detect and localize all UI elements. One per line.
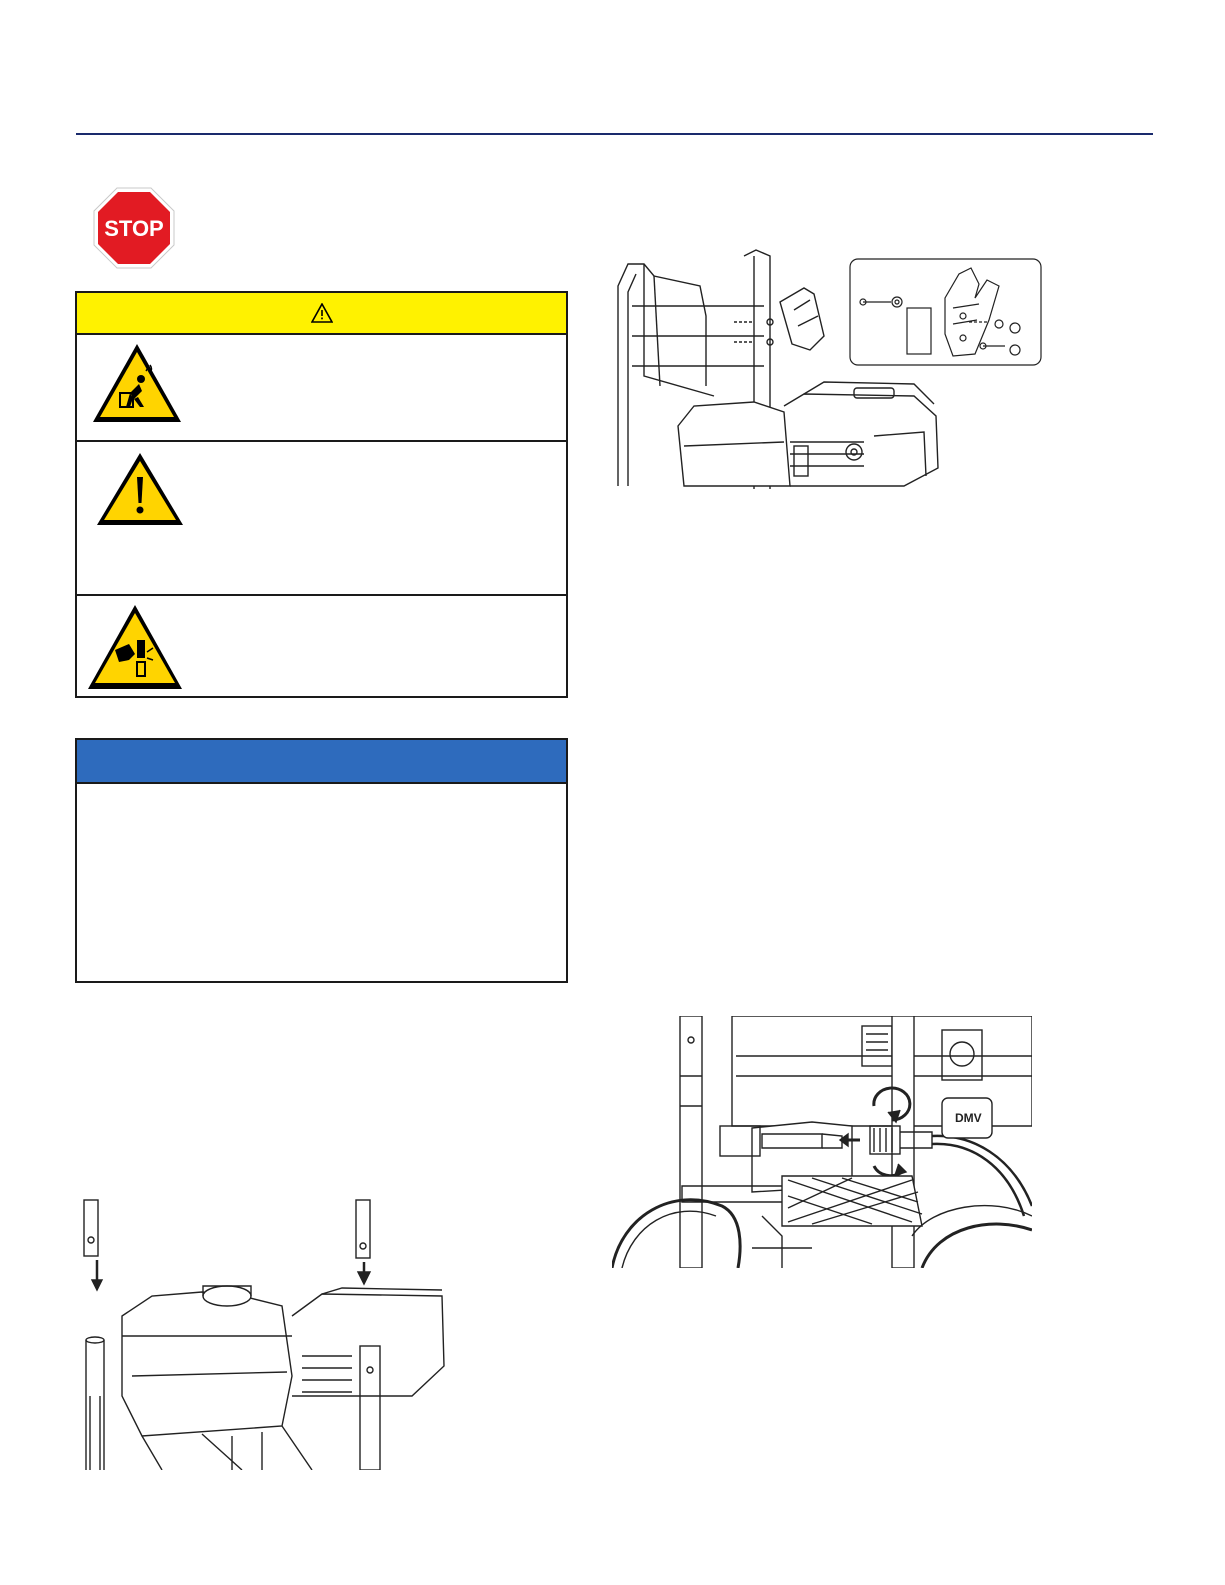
warning-triangle-icon [311, 303, 333, 323]
stop-sign-text: STOP [104, 216, 164, 241]
header-divider [76, 133, 1153, 135]
caution-row-lifting [77, 335, 566, 442]
caution-header [77, 293, 566, 335]
stop-sign-icon [92, 186, 176, 270]
high-pressure-hose-connection-illustration [612, 1016, 1032, 1268]
engine-brand-mark: DMV [955, 1111, 982, 1125]
pinch-point-hazard-icon [85, 602, 185, 692]
caution-box [75, 291, 568, 698]
caution-row-general [77, 442, 566, 596]
general-warning-icon [95, 451, 185, 527]
bracket-exploded-inset [849, 258, 1042, 366]
notice-box [75, 738, 568, 983]
caution-row-pinch [77, 596, 566, 698]
heavy-lifting-hazard-icon [90, 341, 184, 425]
notice-header [77, 740, 566, 784]
frame-tube-insertion-illustration [82, 1196, 457, 1470]
